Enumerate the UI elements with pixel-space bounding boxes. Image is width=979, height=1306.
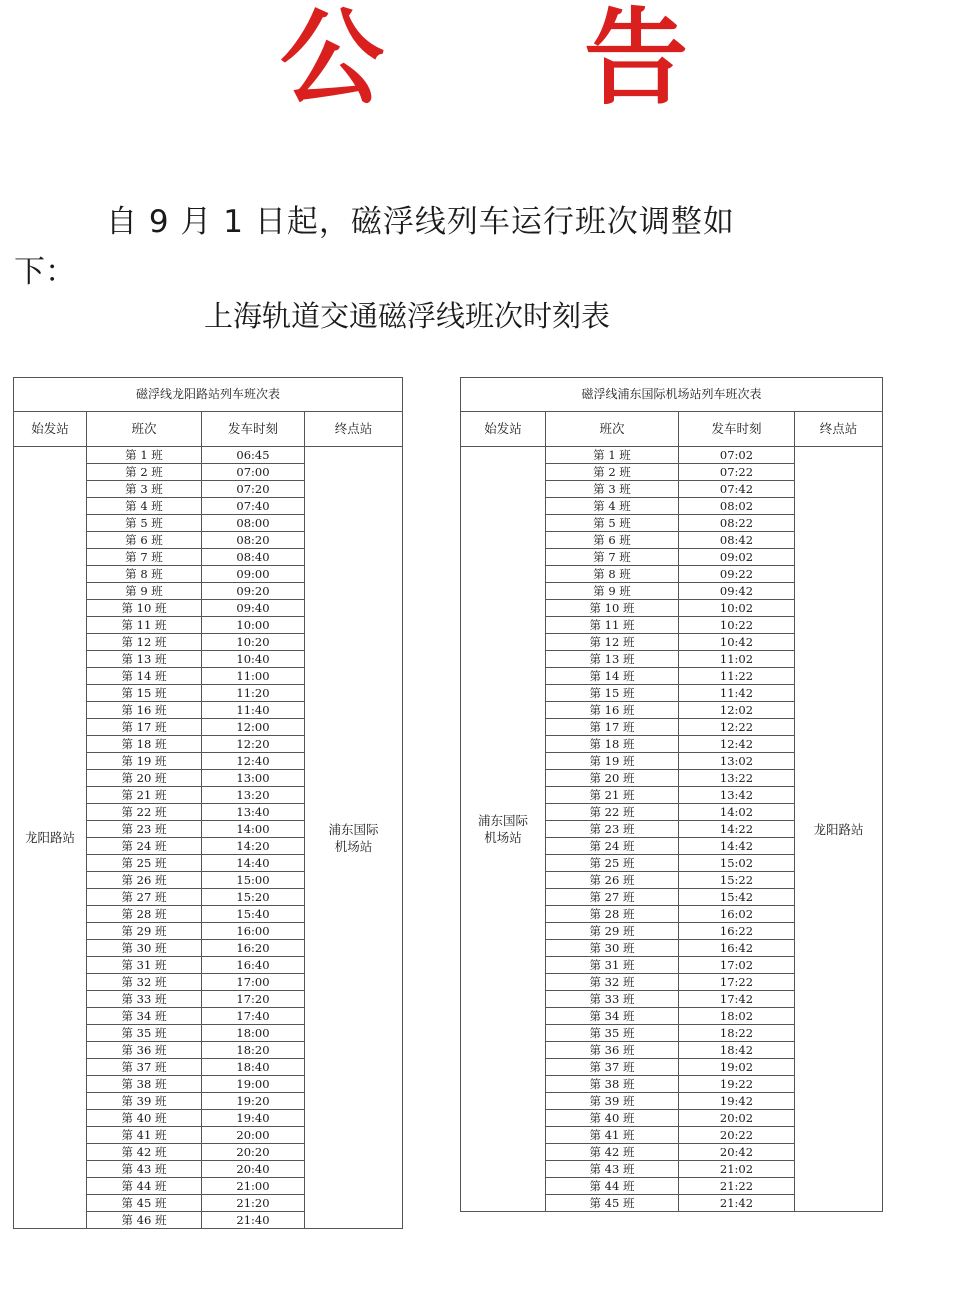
trip-number-cell: 第 42 班	[546, 1144, 679, 1161]
trip-number-cell: 第 31 班	[546, 957, 679, 974]
timetable-subtitle: 上海轨道交通磁浮线班次时刻表	[204, 299, 611, 333]
departure-time-cell: 14:42	[679, 838, 795, 855]
trip-number-cell: 第 34 班	[87, 1008, 202, 1025]
departure-time-cell: 15:40	[202, 906, 305, 923]
departure-time-cell: 21:02	[679, 1161, 795, 1178]
departure-time-cell: 21:22	[679, 1178, 795, 1195]
departure-time-cell: 20:40	[202, 1161, 305, 1178]
departure-time-cell: 19:42	[679, 1093, 795, 1110]
departure-time-cell: 12:20	[202, 736, 305, 753]
trip-number-cell: 第 29 班	[546, 923, 679, 940]
trip-number-cell: 第 38 班	[87, 1076, 202, 1093]
departure-time-cell: 18:02	[679, 1008, 795, 1025]
departure-time-cell: 20:22	[679, 1127, 795, 1144]
notice-title-char-1: 公	[280, 0, 385, 119]
departure-time-cell: 08:22	[679, 515, 795, 532]
trip-number-cell: 第 16 班	[546, 702, 679, 719]
trip-number-cell: 第 5 班	[546, 515, 679, 532]
column-header-origin: 始发站	[461, 412, 546, 447]
table-caption: 磁浮线龙阳路站列车班次表	[14, 378, 403, 412]
departure-time-cell: 08:02	[679, 498, 795, 515]
trip-number-cell: 第 33 班	[546, 991, 679, 1008]
departure-time-cell: 12:42	[679, 736, 795, 753]
departure-time-cell: 12:22	[679, 719, 795, 736]
departure-time-cell: 10:00	[202, 617, 305, 634]
departure-time-cell: 11:00	[202, 668, 305, 685]
trip-number-cell: 第 40 班	[87, 1110, 202, 1127]
departure-time-cell: 16:40	[202, 957, 305, 974]
trip-number-cell: 第 17 班	[87, 719, 202, 736]
departure-time-cell: 11:40	[202, 702, 305, 719]
trip-number-cell: 第 35 班	[546, 1025, 679, 1042]
departure-time-cell: 08:20	[202, 532, 305, 549]
trip-number-cell: 第 45 班	[546, 1195, 679, 1212]
departure-time-cell: 21:20	[202, 1195, 305, 1212]
trip-number-cell: 第 22 班	[546, 804, 679, 821]
trip-number-cell: 第 26 班	[87, 872, 202, 889]
trip-number-cell: 第 37 班	[87, 1059, 202, 1076]
departure-time-cell: 17:20	[202, 991, 305, 1008]
departure-time-cell: 11:22	[679, 668, 795, 685]
departure-time-cell: 16:00	[202, 923, 305, 940]
departure-time-cell: 15:02	[679, 855, 795, 872]
trip-number-cell: 第 23 班	[546, 821, 679, 838]
trip-number-cell: 第 32 班	[546, 974, 679, 991]
origin-station-cell: 浦东国际 机场站	[461, 447, 546, 1212]
departure-time-cell: 13:20	[202, 787, 305, 804]
departure-time-cell: 08:42	[679, 532, 795, 549]
departure-time-cell: 10:02	[679, 600, 795, 617]
departure-time-cell: 19:02	[679, 1059, 795, 1076]
destination-station-cell: 浦东国际 机场站	[305, 447, 403, 1229]
departure-time-cell: 17:00	[202, 974, 305, 991]
trip-number-cell: 第 33 班	[87, 991, 202, 1008]
trip-number-cell: 第 27 班	[546, 889, 679, 906]
trip-number-cell: 第 2 班	[87, 464, 202, 481]
departure-time-cell: 07:22	[679, 464, 795, 481]
trip-number-cell: 第 28 班	[546, 906, 679, 923]
departure-time-cell: 08:00	[202, 515, 305, 532]
departure-time-cell: 14:02	[679, 804, 795, 821]
trip-number-cell: 第 2 班	[546, 464, 679, 481]
departure-time-cell: 19:22	[679, 1076, 795, 1093]
trip-number-cell: 第 43 班	[546, 1161, 679, 1178]
departure-time-cell: 18:00	[202, 1025, 305, 1042]
timetable-pudong-airport	[460, 377, 883, 1212]
departure-time-cell: 14:40	[202, 855, 305, 872]
departure-time-cell: 12:00	[202, 719, 305, 736]
departure-time-cell: 07:40	[202, 498, 305, 515]
trip-number-cell: 第 4 班	[87, 498, 202, 515]
trip-number-cell: 第 10 班	[546, 600, 679, 617]
column-header-destination: 终点站	[305, 412, 403, 447]
table-row	[461, 447, 883, 464]
departure-time-cell: 10:40	[202, 651, 305, 668]
departure-time-cell: 12:02	[679, 702, 795, 719]
departure-time-cell: 16:22	[679, 923, 795, 940]
trip-number-cell: 第 46 班	[87, 1212, 202, 1229]
departure-time-cell: 07:20	[202, 481, 305, 498]
departure-time-cell: 10:42	[679, 634, 795, 651]
trip-number-cell: 第 14 班	[87, 668, 202, 685]
trip-number-cell: 第 26 班	[546, 872, 679, 889]
trip-number-cell: 第 25 班	[87, 855, 202, 872]
departure-time-cell: 18:40	[202, 1059, 305, 1076]
departure-time-cell: 14:00	[202, 821, 305, 838]
trip-number-cell: 第 43 班	[87, 1161, 202, 1178]
trip-number-cell: 第 9 班	[546, 583, 679, 600]
departure-time-cell: 11:02	[679, 651, 795, 668]
departure-time-cell: 18:22	[679, 1025, 795, 1042]
notice-body-line-1: 自 9 月 1 日起，磁浮线列车运行班次调整如	[106, 204, 735, 240]
trip-number-cell: 第 42 班	[87, 1144, 202, 1161]
departure-time-cell: 12:40	[202, 753, 305, 770]
trip-number-cell: 第 9 班	[87, 583, 202, 600]
departure-time-cell: 09:20	[202, 583, 305, 600]
column-header-origin: 始发站	[14, 412, 87, 447]
trip-number-cell: 第 7 班	[87, 549, 202, 566]
trip-number-cell: 第 45 班	[87, 1195, 202, 1212]
departure-time-cell: 15:00	[202, 872, 305, 889]
departure-time-cell: 06:45	[202, 447, 305, 464]
trip-number-cell: 第 17 班	[546, 719, 679, 736]
trip-number-cell: 第 12 班	[546, 634, 679, 651]
trip-number-cell: 第 10 班	[87, 600, 202, 617]
departure-time-cell: 07:02	[679, 447, 795, 464]
departure-time-cell: 21:00	[202, 1178, 305, 1195]
departure-time-cell: 19:40	[202, 1110, 305, 1127]
departure-time-cell: 16:02	[679, 906, 795, 923]
departure-time-cell: 20:02	[679, 1110, 795, 1127]
trip-number-cell: 第 1 班	[546, 447, 679, 464]
trip-number-cell: 第 41 班	[87, 1127, 202, 1144]
trip-number-cell: 第 37 班	[546, 1059, 679, 1076]
trip-number-cell: 第 3 班	[87, 481, 202, 498]
departure-time-cell: 09:00	[202, 566, 305, 583]
notice-title-char-2: 告	[584, 0, 689, 119]
trip-number-cell: 第 18 班	[87, 736, 202, 753]
trip-number-cell: 第 24 班	[87, 838, 202, 855]
departure-time-cell: 07:00	[202, 464, 305, 481]
trip-number-cell: 第 36 班	[546, 1042, 679, 1059]
trip-number-cell: 第 34 班	[546, 1008, 679, 1025]
trip-number-cell: 第 21 班	[87, 787, 202, 804]
departure-time-cell: 10:22	[679, 617, 795, 634]
departure-time-cell: 07:42	[679, 481, 795, 498]
trip-number-cell: 第 40 班	[546, 1110, 679, 1127]
trip-number-cell: 第 24 班	[546, 838, 679, 855]
notice-body-line-2: 下：	[14, 254, 76, 290]
trip-number-cell: 第 21 班	[546, 787, 679, 804]
table-row	[14, 447, 403, 464]
trip-number-cell: 第 13 班	[87, 651, 202, 668]
trip-number-cell: 第 20 班	[546, 770, 679, 787]
departure-time-cell: 09:02	[679, 549, 795, 566]
origin-station-cell: 龙阳路站	[14, 447, 87, 1229]
trip-number-cell: 第 15 班	[546, 685, 679, 702]
departure-time-cell: 13:22	[679, 770, 795, 787]
departure-time-cell: 19:00	[202, 1076, 305, 1093]
departure-time-cell: 21:40	[202, 1212, 305, 1229]
departure-time-cell: 17:42	[679, 991, 795, 1008]
trip-number-cell: 第 44 班	[87, 1178, 202, 1195]
trip-number-cell: 第 36 班	[87, 1042, 202, 1059]
column-header-departure: 发车时刻	[202, 412, 305, 447]
column-header-departure: 发车时刻	[679, 412, 795, 447]
trip-number-cell: 第 20 班	[87, 770, 202, 787]
departure-time-cell: 08:40	[202, 549, 305, 566]
departure-time-cell: 20:20	[202, 1144, 305, 1161]
trip-number-cell: 第 6 班	[87, 532, 202, 549]
departure-time-cell: 20:00	[202, 1127, 305, 1144]
trip-number-cell: 第 32 班	[87, 974, 202, 991]
trip-number-cell: 第 27 班	[87, 889, 202, 906]
departure-time-cell: 13:02	[679, 753, 795, 770]
trip-number-cell: 第 29 班	[87, 923, 202, 940]
trip-number-cell: 第 38 班	[546, 1076, 679, 1093]
trip-number-cell: 第 23 班	[87, 821, 202, 838]
departure-time-cell: 15:20	[202, 889, 305, 906]
trip-number-cell: 第 18 班	[546, 736, 679, 753]
departure-time-cell: 09:40	[202, 600, 305, 617]
trip-number-cell: 第 39 班	[87, 1093, 202, 1110]
departure-time-cell: 16:20	[202, 940, 305, 957]
departure-time-cell: 15:42	[679, 889, 795, 906]
destination-station-cell: 龙阳路站	[795, 447, 883, 1212]
trip-number-cell: 第 5 班	[87, 515, 202, 532]
trip-number-cell: 第 15 班	[87, 685, 202, 702]
trip-number-cell: 第 28 班	[87, 906, 202, 923]
departure-time-cell: 18:42	[679, 1042, 795, 1059]
trip-number-cell: 第 14 班	[546, 668, 679, 685]
departure-time-cell: 17:40	[202, 1008, 305, 1025]
departure-time-cell: 13:42	[679, 787, 795, 804]
trip-number-cell: 第 25 班	[546, 855, 679, 872]
trip-number-cell: 第 22 班	[87, 804, 202, 821]
trip-number-cell: 第 11 班	[546, 617, 679, 634]
trip-number-cell: 第 31 班	[87, 957, 202, 974]
column-header-trip: 班次	[546, 412, 679, 447]
trip-number-cell: 第 7 班	[546, 549, 679, 566]
timetable-longyang-road	[13, 377, 403, 1229]
departure-time-cell: 15:22	[679, 872, 795, 889]
departure-time-cell: 16:42	[679, 940, 795, 957]
column-header-trip: 班次	[87, 412, 202, 447]
trip-number-cell: 第 3 班	[546, 481, 679, 498]
departure-time-cell: 18:20	[202, 1042, 305, 1059]
trip-number-cell: 第 4 班	[546, 498, 679, 515]
departure-time-cell: 20:42	[679, 1144, 795, 1161]
trip-number-cell: 第 19 班	[87, 753, 202, 770]
departure-time-cell: 21:42	[679, 1195, 795, 1212]
column-header-destination: 终点站	[795, 412, 883, 447]
departure-time-cell: 14:20	[202, 838, 305, 855]
trip-number-cell: 第 8 班	[546, 566, 679, 583]
trip-number-cell: 第 44 班	[546, 1178, 679, 1195]
trip-number-cell: 第 30 班	[546, 940, 679, 957]
departure-time-cell: 19:20	[202, 1093, 305, 1110]
departure-time-cell: 09:22	[679, 566, 795, 583]
departure-time-cell: 13:00	[202, 770, 305, 787]
trip-number-cell: 第 11 班	[87, 617, 202, 634]
departure-time-cell: 14:22	[679, 821, 795, 838]
trip-number-cell: 第 30 班	[87, 940, 202, 957]
trip-number-cell: 第 39 班	[546, 1093, 679, 1110]
departure-time-cell: 11:20	[202, 685, 305, 702]
departure-time-cell: 11:42	[679, 685, 795, 702]
table-caption: 磁浮线浦东国际机场站列车班次表	[461, 378, 883, 412]
trip-number-cell: 第 13 班	[546, 651, 679, 668]
departure-time-cell: 13:40	[202, 804, 305, 821]
trip-number-cell: 第 19 班	[546, 753, 679, 770]
departure-time-cell: 17:22	[679, 974, 795, 991]
trip-number-cell: 第 35 班	[87, 1025, 202, 1042]
trip-number-cell: 第 12 班	[87, 634, 202, 651]
departure-time-cell: 09:42	[679, 583, 795, 600]
trip-number-cell: 第 16 班	[87, 702, 202, 719]
departure-time-cell: 10:20	[202, 634, 305, 651]
departure-time-cell: 17:02	[679, 957, 795, 974]
trip-number-cell: 第 41 班	[546, 1127, 679, 1144]
trip-number-cell: 第 8 班	[87, 566, 202, 583]
trip-number-cell: 第 1 班	[87, 447, 202, 464]
trip-number-cell: 第 6 班	[546, 532, 679, 549]
